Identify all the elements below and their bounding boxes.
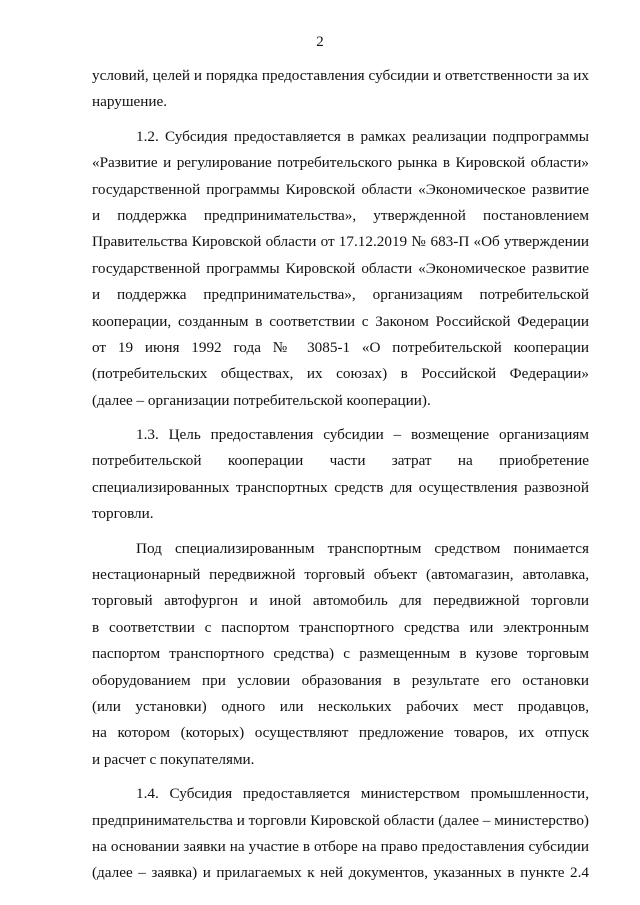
- text-line: Под специализированным транспортным средством понимается: [136, 539, 589, 557]
- text-line: и расчет с покупателями.: [92, 750, 255, 768]
- text-line: специализированных транспортных средств для осуществления развозной: [92, 478, 589, 496]
- text-line: на основании заявки на участие в отборе на право предоставления субсидии: [92, 837, 589, 855]
- text-line: в соответствии с паспортом транспортного средства или электронным: [92, 618, 589, 636]
- paragraph-gap: [92, 528, 589, 536]
- text-line: 1.4. Субсидия предоставляется министерством промышленности,: [136, 785, 589, 803]
- text-line: «Развитие и регулирование потребительского рынка в Кировской области»: [92, 154, 589, 172]
- text-line: нарушение.: [92, 93, 168, 111]
- text-line: торговли.: [92, 505, 154, 523]
- text-line: паспортом транспортного средства) с размещенным в кузове торговым: [92, 645, 589, 663]
- text-line: и поддержка предпринимательства», утвержденной постановлением: [92, 206, 589, 224]
- text-line: кооперации, созданным в соответствии с Законом Российской Федерации: [92, 312, 589, 330]
- text-line: Правительства Кировской области от 17.12.2019 № 683-П «Об утверждении: [92, 233, 589, 251]
- text-line: торговый автофургон и иной автомобиль для передвижной торговли: [92, 592, 589, 610]
- text-line: государственной программы Кировской области «Экономическое развитие: [92, 180, 589, 198]
- text-line: от 19 июня 1992 года № 3085-1 «О потребительской кооперации: [92, 338, 589, 356]
- text-line: на котором (которых) осуществляют предложение товаров, их отпуск: [92, 724, 589, 742]
- text-line: (далее – заявка) и прилагаемых к ней документов, указанных в пункте 2.4: [92, 864, 589, 882]
- text-line: 1.2. Субсидия предоставляется в рамках реализации подпрограммы: [136, 127, 589, 145]
- text-line: нестационарный передвижной торговый объект (автомагазин, автолавка,: [92, 566, 589, 584]
- text-line: и поддержка предпринимательства», организациям потребительской: [92, 286, 589, 304]
- text-line: оборудованием при условии образования в результате его остановки: [92, 671, 589, 689]
- text-line: (или установки) одного или нескольких рабочих мест продавцов,: [92, 697, 589, 715]
- text-line: (далее – организации потребительской кооперации).: [92, 391, 431, 409]
- text-line: (потребительских обществах, их союзах) в Российской Федерации»: [92, 365, 589, 383]
- paragraph-gap: [92, 414, 589, 422]
- paragraph-gap: [92, 773, 589, 781]
- document-body: [92, 63, 589, 887]
- text-line: условий, целей и порядка предоставления субсидии и ответственности за их: [92, 67, 589, 84]
- text-line: потребительской кооперации части затрат на приобретение: [92, 452, 589, 470]
- text-line: государственной программы Кировской области «Экономическое развитие: [92, 259, 589, 277]
- text-line: предпринимательства и торговли Кировской области (далее – министерство): [92, 811, 589, 829]
- paragraph-gap: [92, 116, 589, 124]
- text-line: 1.3. Цель предоставления субсидии – возмещение организациям: [136, 426, 589, 444]
- page-number: 2: [316, 34, 324, 50]
